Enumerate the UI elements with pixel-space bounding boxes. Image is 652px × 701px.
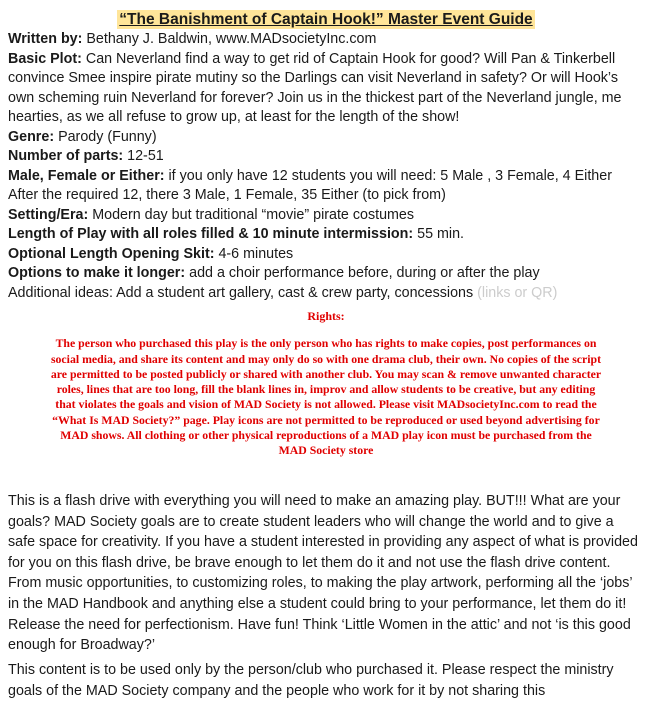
genre-label: Genre: (8, 128, 55, 145)
rights-heading: Rights: (307, 309, 345, 323)
gender-line (8, 167, 644, 187)
genre-value: Parody (Funny) (54, 128, 157, 145)
parts-label: Number of parts: (8, 148, 124, 164)
length-label: Length of Play with all roles filled & 10 minute intermission: (8, 226, 414, 242)
options-value: add a choir performance before, during or after the play (185, 265, 540, 281)
page-title: “The Banishment of Captain Hook!” Master Event Guide (119, 11, 533, 28)
options-line (8, 264, 644, 284)
flash-drive-paragraph: This is a flash drive with everything you will need to make an amazing play. BUT!!! What are your goals? MAD Society goals are to create student leaders who will change the world and to give a safe space for creativity. If you have a student interested in providing any aspect of what is provided for you on this flash drive, be brave enough to let them do it and not use the flash drive content. From music opportunities, to customizing roles, to making the play artwork, performing all the ‘jobs’ in the MAD Handbook and anything else a student could bring to your performance, let them do it! Release the need for perfectionism. Have fun! Think ‘Little Women in the attic’ and not ‘is this good enough for Broadway?’ (8, 493, 638, 654)
basic-plot-line (8, 50, 644, 128)
additional-value: Additional ideas: Add a student art gallery, cast & crew party, concessions (8, 284, 478, 301)
gender-line-2: After the required 12, there 3 Male, 1 Female, 35 Either (to pick from) (8, 187, 446, 203)
length-line (8, 225, 644, 245)
rights-notice (48, 309, 604, 459)
options-label: Options to make it longer: (8, 265, 186, 281)
basic-plot-value: Can Neverland find a way to get rid of Captain Hook for good? Will Pan & Tinkerbell convince Smee inspire pirate mutiny so the Darlings can visit Neverland in safety? Or will Hook’s own scheming ruin Neverland for forever? Join us in the thickest part of the Neverland jungle, me hearties, as we all refuse to grow up, at least for the length of the show! (8, 50, 622, 125)
gender-value: if you only have 12 students you will need: 5 Male , 3 Female, 4 Either (164, 167, 612, 184)
written-by-label: Written by: (8, 31, 83, 47)
usage-paragraph: This content is to be used only by the person/club who purchased it. Please respect the ministry goals of the MAD Society company and the people who work for it by not sharing this (8, 662, 614, 699)
play-details (8, 30, 644, 303)
skit-line (8, 245, 644, 265)
setting-line (8, 206, 644, 226)
written-by-value: Bethany J. Baldwin, www.MADsocietyInc.com (82, 31, 377, 47)
parts-line (8, 147, 644, 167)
genre-line (8, 128, 644, 148)
setting-value: Modern day but traditional “movie” pirate costumes (88, 206, 415, 223)
title-row (0, 10, 652, 29)
parts-value: 12-51 (123, 148, 164, 164)
gender-label: Male, Female or Either: (8, 167, 165, 184)
basic-plot-label: Basic Plot: (8, 50, 82, 67)
written-by-line (8, 30, 644, 50)
skit-label: Optional Length Opening Skit: (8, 245, 215, 262)
length-value: 55 min. (413, 226, 465, 242)
setting-label: Setting/Era: (8, 206, 89, 223)
additional-line (8, 284, 644, 304)
additional-muted: (links or QR) (477, 284, 558, 301)
rights-body: The person who purchased this play is the only person who has rights to make copies, post performances on social media, and share its content and may only do so with one drama club, their own. No copies of the script are permitted to be posted publicly or shared with another club. You may scan & remove unwanted character roles, lines that are too long, fill the blank lines in, improv and allow students to be creative, but any editing that violates the goals and vision of MAD Society is not allowed. Please visit MADsocietyInc.com to read the “What Is MAD Society?” page. Play icons are not permitted to be reproduced or used beyond advertising for MAD shows. All clothing or other physical reproductions of a MAD play icon must be purchased from the MAD Society store (50, 336, 602, 458)
skit-value: 4-6 minutes (214, 245, 294, 262)
